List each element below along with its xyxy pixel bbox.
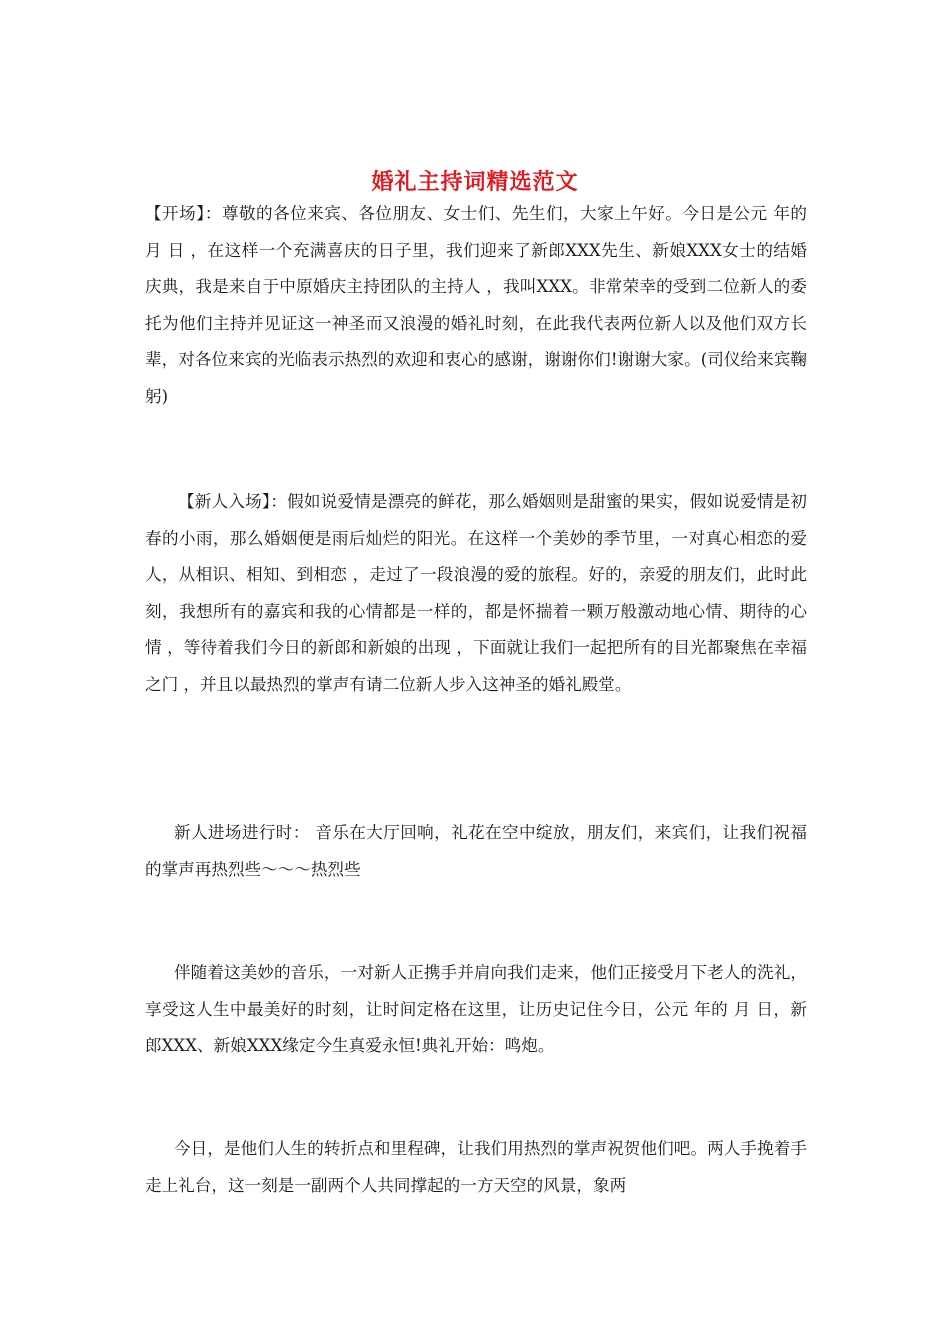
paragraph-couple-entrance: 【新人入场】：假如说爱情是漂亮的鲜花，那么婚姻则是甜蜜的果实，假如说爱情是初春的小雨，那么婚姻便是雨后灿烂的阳光。在这样一个美妙的季节里，一对真心相恋的爱人，从相识、相知、到相恋 ，走过了一段浪漫的爱的旅程。好的，亲爱的朋友们，此时此刻，我想所有的嘉宾和我的心情都是一样的，都是怀揣着一颗万般激动地心情、期待的心情 ，等待着我们今日的新郎和新娘的出现 ，下面就让我们一起把所有的目光都聚焦在幸福之门 ，并且以最热烈的掌声有请二位新人步入这神圣的婚礼殿堂。 (145, 492, 807, 694)
paragraph-opening: 【开场】：尊敬的各位来宾、各位朋友、女士们、先生们，大家上午好。今日是公元 年的 月 日 ，在这样一个充满喜庆的日子里，我们迎来了新郎XXX先生、新娘XXX女士的结婚庆典，我是来自于中原婚庆主持团队的主持人 ，我叫XXX。非常荣幸的受到二位新人的委托为他们主持并见证这一神圣而又浪漫的婚礼时刻，在此我代表两位新人以及他们双方长辈，对各位来宾的光临表示热烈的欢迎和衷心的感谢，谢谢你们!谢谢大家。(司仪给来宾鞠躬) (145, 204, 807, 406)
document-title: 婚礼主持词精选范文 (371, 168, 579, 195)
paragraph-milestone: 今日，是他们人生的转折点和里程碑，让我们用热烈的掌声祝贺他们吧。两人手挽着手走上礼台，这一刻是一副两个人共同撑起的一方天空的风景，象两 (145, 1139, 807, 1195)
paragraph-ceremony-start: 伴随着这美妙的音乐，一对新人正携手并肩向我们走来，他们正接受月下老人的洗礼，享受这人生中最美好的时刻，让时间定格在这里，让历史记住今日，公元 年的 月 日，新郎XXX、新娘XXX缘定今生真爱永恒!典礼开始：鸣炮。 (145, 963, 807, 1055)
paragraph-entrance-in-progress: 新人进场进行时： 音乐在大厅回响，礼花在空中绽放，朋友们，来宾们，让我们祝福的掌声再热烈些～～～热烈些 (145, 823, 807, 879)
